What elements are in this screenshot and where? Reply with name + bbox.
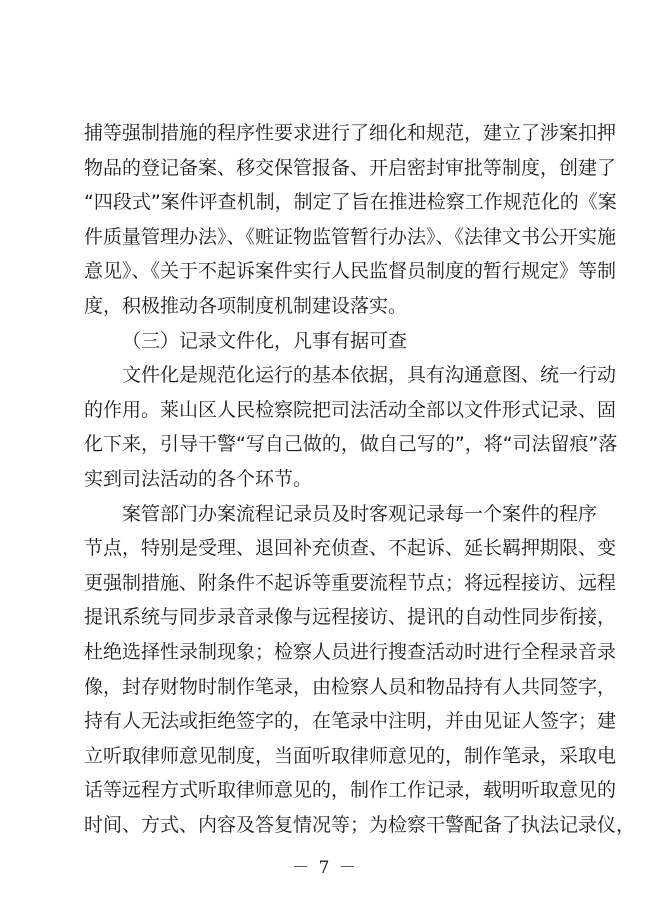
text-line: 杜绝选择性录制现象；检察人员进行搜查活动时进行全程录音录 [84, 640, 617, 663]
text-line: 时间、方式、内容及答复情况等；为检察干警配备了执法记录仪， [84, 813, 636, 836]
section-heading: （三）记录文件化，凡事有据可查 [122, 329, 408, 352]
text-line: 物品的登记备案、移交保管报备、开启密封审批等制度，创建了 [84, 156, 617, 179]
text-line: 更强制措施、附条件不起诉等重要流程节点；将远程接访、远程 [84, 571, 617, 594]
text-line: 话等远程方式听取律师意见的，制作工作记录，载明听取意见的 [84, 779, 617, 802]
text-line: 的作用。莱山区人民检察院把司法活动全部以文件形式记录、固 [84, 398, 617, 421]
text-line: 节点，特别是受理、退回补充侦查、不起诉、延长羁押期限、变 [84, 537, 617, 560]
text-line: 案管部门办案流程记录员及时客观记录每一个案件的程序 [122, 502, 598, 525]
text-line: 化下来，引导干警“写自己做的，做自己写的”，将“司法留痕”落 [84, 433, 618, 456]
text-line: 度，积极推动各项制度机制建设落实。 [84, 294, 408, 317]
text-line: 实到司法活动的各个环节。 [84, 467, 313, 490]
text-line: 件质量管理办法》、《赃证物监管暂行办法》、《法律文书公开实施 [84, 225, 617, 248]
text-line: 文件化是规范化运行的基本依据，具有沟通意图、统一行动 [122, 364, 617, 387]
body-text [84, 116, 636, 842]
page-number: － 7 － [292, 858, 358, 878]
text-line: 像，封存财物时制作笔录，由检察人员和物品持有人共同签字， [84, 675, 617, 698]
text-line: 捕等强制措施的程序性要求进行了细化和规范，建立了涉案扣押 [84, 122, 617, 144]
text-line: 持有人无法或拒绝签字的，在笔录中注明，并由见证人签字；建 [84, 710, 617, 733]
text-line: 意见》、《关于不起诉案件实行人民监督员制度的暂行规定》等制 [84, 260, 617, 283]
text-line: 提讯系统与同步录音录像与远程接访、提讯的自动性同步衔接， [84, 606, 617, 629]
text-line: “四段式”案件评查机制，制定了旨在推进检察工作规范化的《案 [84, 191, 617, 214]
text-line: 立听取律师意见制度，当面听取律师意见的，制作笔录，采取电 [84, 744, 617, 767]
